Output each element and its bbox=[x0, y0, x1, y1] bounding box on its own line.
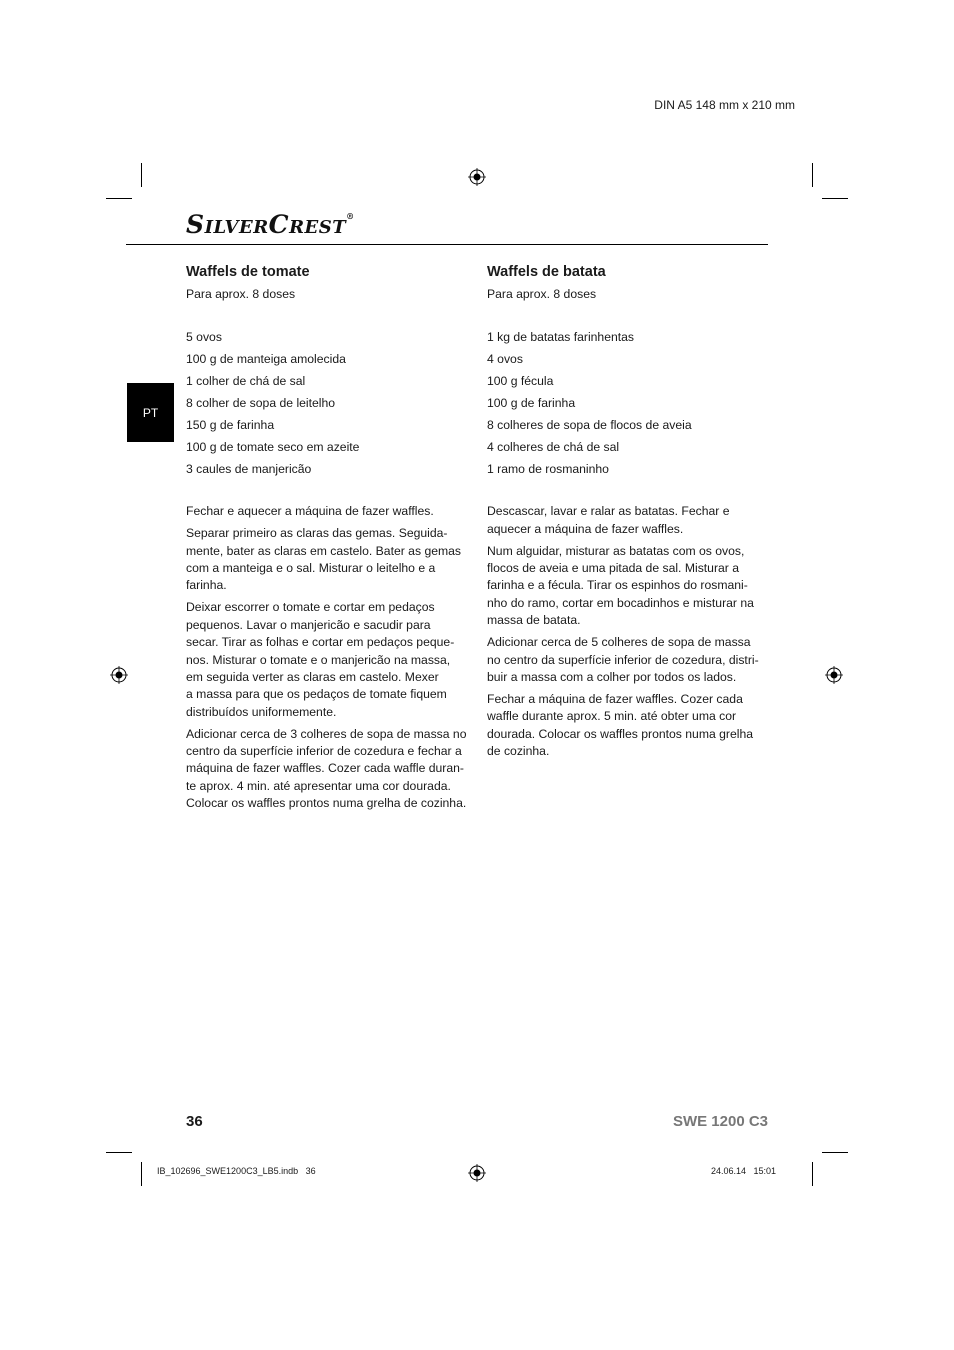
instruction-paragraph: Descascar, lavar e ralar as batatas. Fechar e aquecer a máquina de fazer waffles. bbox=[487, 504, 730, 536]
crop-mark bbox=[812, 163, 813, 187]
crop-mark bbox=[822, 1152, 848, 1153]
ingredient-item: 5 ovos bbox=[186, 330, 222, 345]
instruction-paragraph: Deixar escorrer o tomate e cortar em pedaços pequenos. Lavar o manjericão e sacudir para secar. Tirar as folhas e cortar em pedaços peque- nos. Misturar o tomate e o manjericão na massa, em seguida verter as claras em castelo. Mexer a massa para que os pedaços de tomate fiquem distribuídos uniformemente. bbox=[186, 600, 455, 719]
crop-mark bbox=[106, 198, 132, 199]
instruction-paragraph: Separar primeiro as claras das gemas. Seguida- mente, bater as claras em castelo. Bater as gemas com a manteiga e o sal. Misturar o leitelho e a farinha. bbox=[186, 526, 462, 593]
crop-mark bbox=[822, 198, 848, 199]
brand-logo bbox=[186, 212, 355, 237]
ingredient-item: 8 colher de sopa de leitelho bbox=[186, 396, 336, 411]
crop-mark bbox=[141, 163, 142, 187]
ingredient-item: 1 ramo de rosmaninho bbox=[487, 461, 609, 476]
din-format-label: DIN A5 148 mm x 210 mm bbox=[654, 98, 795, 112]
ingredient-list bbox=[186, 329, 468, 478]
language-tab-label: PT bbox=[142, 405, 159, 420]
ingredient-item: 1 kg de batatas farinhentas bbox=[487, 330, 635, 345]
ingredient-item: 4 ovos bbox=[487, 352, 523, 367]
recipe-servings: Para aprox. 8 doses bbox=[186, 287, 296, 301]
logo-letter: S bbox=[186, 210, 205, 239]
recipe-title: Waffels de batata bbox=[487, 264, 606, 280]
ingredient-item: 1 colher de chá de sal bbox=[186, 374, 306, 389]
file-info: IB_102696_SWE1200C3_LB5.indb 36 bbox=[157, 1166, 316, 1176]
registered-mark: ® bbox=[346, 211, 355, 221]
logo-letter: C bbox=[268, 210, 290, 239]
logo-letters: REST bbox=[289, 217, 347, 238]
crop-mark bbox=[106, 1152, 132, 1153]
language-tab bbox=[127, 383, 174, 442]
ingredient-item: 8 colheres de sopa de flocos de aveia bbox=[487, 418, 692, 433]
ingredient-item: 150 g de farinha bbox=[186, 418, 275, 433]
instruction-paragraph: Fechar a máquina de fazer waffles. Cozer cada waffle durante aprox. 5 min. até obter uma cor dourada. Colocar os waffles prontos numa grelha de cozinha. bbox=[487, 691, 754, 759]
recipe-column-tomato bbox=[186, 262, 468, 817]
logo-letters: ILVER bbox=[204, 217, 269, 238]
recipe-column-potato bbox=[487, 262, 769, 765]
ingredient-item: 100 g de manteiga amolecida bbox=[186, 352, 346, 367]
header-divider bbox=[126, 244, 768, 245]
ingredient-item: 100 g fécula bbox=[487, 374, 554, 389]
registration-mark-icon bbox=[110, 666, 128, 684]
registration-mark-icon bbox=[825, 666, 843, 684]
print-timestamp: 24.06.14 15:01 bbox=[710, 1166, 776, 1176]
ingredient-item: 100 g de tomate seco em azeite bbox=[186, 439, 360, 454]
instruction-paragraph: Adicionar cerca de 3 colheres de sopa de massa no centro da superfície inferior de cozedura e fechar a máquina de fazer waffles. Cozer cada waffle duran- te aprox. 4 min. até apresentar uma cor dourada. Colocar os waffles prontos numa grelha de cozinha. bbox=[186, 726, 467, 811]
ingredient-item: 4 colheres de chá de sal bbox=[487, 439, 620, 454]
ingredient-item: 3 caules de manjericão bbox=[186, 461, 312, 476]
recipe-servings: Para aprox. 8 doses bbox=[487, 287, 597, 301]
registration-mark-icon bbox=[468, 168, 486, 186]
ingredient-item: 100 g de farinha bbox=[487, 396, 576, 411]
model-number: SWE 1200 C3 bbox=[672, 1113, 768, 1130]
instruction-paragraph: Num alguidar, misturar as batatas com os ovos, flocos de aveia e uma pitada de sal. Misturar a farinha e a fécula. Tirar os espinhos do rosmani- nho do ramo, cortar em bocadinhos e misturar na massa de batata. bbox=[487, 543, 754, 628]
crop-mark bbox=[812, 1162, 813, 1186]
ingredient-list bbox=[487, 329, 769, 478]
page-number: 36 bbox=[186, 1113, 203, 1130]
instruction-paragraph: Adicionar cerca de 5 colheres de sopa de massa no centro da superfície inferior de cozedura, distri- buir a massa com a colher por todos os lados. bbox=[487, 635, 759, 684]
recipe-title: Waffels de tomate bbox=[186, 264, 310, 280]
instruction-paragraph: Fechar e aquecer a máquina de fazer waffles. bbox=[186, 504, 434, 519]
